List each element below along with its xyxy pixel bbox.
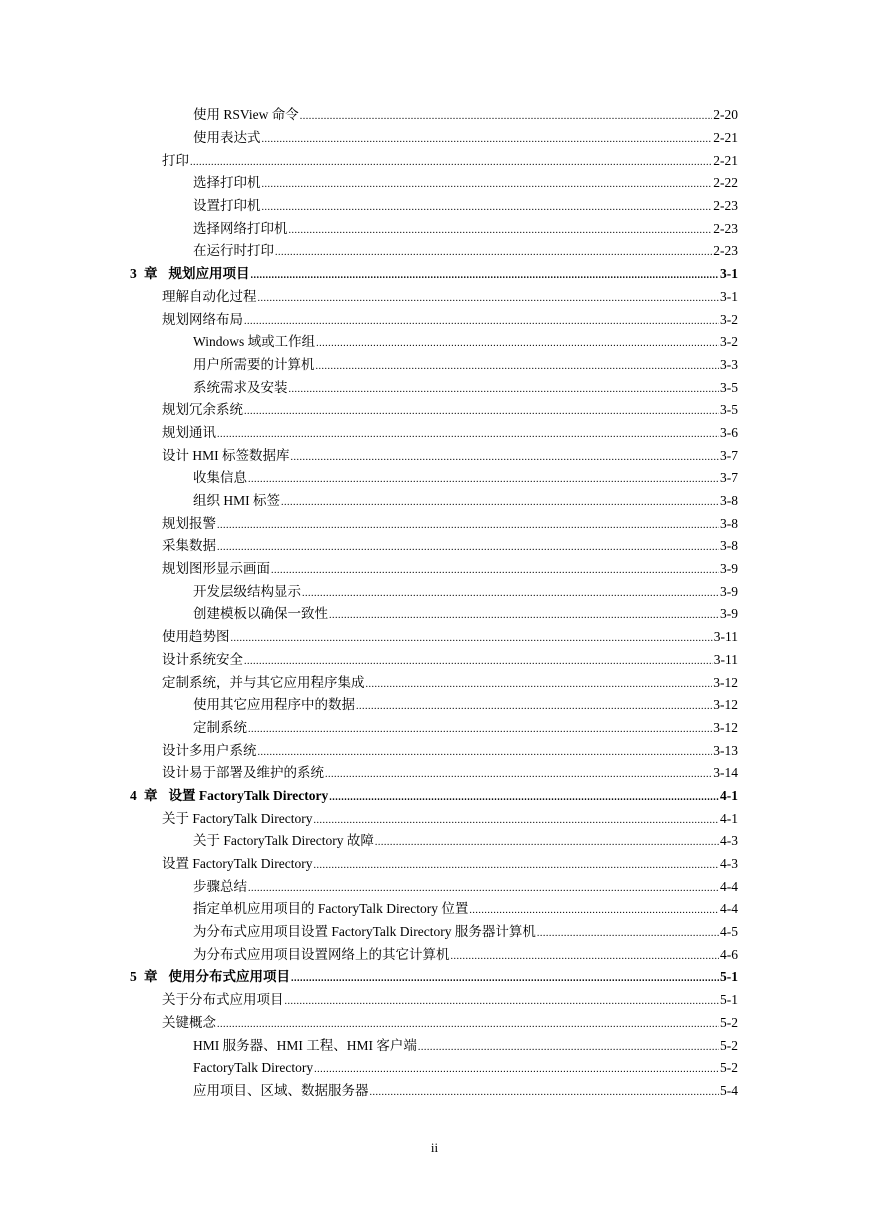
toc-entry-title: 设计多用户系统 <box>162 742 257 758</box>
toc-entry[interactable] <box>0 444 869 467</box>
dot-leader <box>289 223 713 239</box>
toc-entry-page: 2-21 <box>713 152 738 168</box>
dot-leader <box>325 767 712 783</box>
dot-leader <box>451 949 720 965</box>
toc-entry-page: 3-5 <box>720 402 738 418</box>
toc-entry-title: 采集数据 <box>162 538 216 554</box>
toc-entry-title <box>130 969 290 985</box>
toc-entry[interactable] <box>0 1057 869 1080</box>
toc-entry[interactable] <box>0 694 869 717</box>
toc-entry-title: 定制系统，并与其它应用程序集成 <box>162 674 365 690</box>
toc-entry-title: 规划图形显示画面 <box>162 561 270 577</box>
toc-entry[interactable] <box>0 467 869 490</box>
dot-leader <box>258 745 713 761</box>
toc-entry[interactable] <box>0 399 869 422</box>
toc-entry-page: 4-3 <box>720 833 738 849</box>
toc-entry-page: 5-2 <box>720 1014 738 1030</box>
toc-entry-page: 3-12 <box>713 674 738 690</box>
toc-entry[interactable] <box>0 671 869 694</box>
toc-entry-title: 设计系统安全 <box>162 651 243 667</box>
toc-entry-title: 打印 <box>162 152 189 168</box>
toc-entry-page: 3-2 <box>720 311 738 327</box>
toc-entry-page: 3-5 <box>720 379 738 395</box>
toc-entry[interactable] <box>0 626 869 649</box>
toc-entry-page: 3-14 <box>713 765 738 781</box>
toc-entry-title <box>130 788 328 804</box>
toc-entry-page: 4-4 <box>720 901 738 917</box>
dot-leader <box>329 608 719 624</box>
toc-entry-page: 3-12 <box>713 719 738 735</box>
toc-entry[interactable] <box>0 308 869 331</box>
dot-leader <box>329 790 719 806</box>
toc-entry-title: 系统需求及安装 <box>193 379 288 395</box>
dot-leader <box>262 200 713 216</box>
toc-entry[interactable] <box>0 875 869 898</box>
toc-entry-title: 定制系统 <box>193 719 247 735</box>
dot-leader <box>244 314 719 330</box>
chapter-number: 5 <box>130 969 137 985</box>
dot-leader <box>291 450 720 466</box>
dot-leader <box>217 540 719 556</box>
toc-entry[interactable] <box>0 535 869 558</box>
dot-leader <box>289 382 720 398</box>
toc-entry[interactable] <box>0 217 869 240</box>
toc-entry-title: 应用项目、区域、数据服务器 <box>193 1082 369 1098</box>
toc-entry[interactable] <box>0 1080 869 1103</box>
dot-leader <box>251 268 720 284</box>
toc-entry[interactable] <box>0 354 869 377</box>
toc-entry[interactable] <box>0 603 869 626</box>
toc-entry[interactable] <box>0 807 869 830</box>
dot-leader <box>248 881 719 897</box>
dot-leader <box>300 109 713 125</box>
chapter-number: 4 <box>130 787 137 803</box>
toc-entry[interactable] <box>0 898 869 921</box>
toc-entry-title: 使用其它应用程序中的数据 <box>193 697 355 713</box>
chapter-title: 使用分布式应用项目 <box>168 969 290 985</box>
dot-leader <box>314 1062 719 1078</box>
toc-entry-title: 规划报警 <box>162 515 216 531</box>
toc-entry-page: 3-11 <box>713 651 738 667</box>
toc-entry-title: 为分布式应用项目设置 FactoryTalk Directory 服务器计算机 <box>193 924 536 940</box>
toc-entry-page: 3-11 <box>713 629 738 645</box>
dot-leader <box>217 427 719 443</box>
toc-entry-title: 指定单机应用项目的 FactoryTalk Directory 位置 <box>193 901 469 917</box>
toc-entry-page: 3-9 <box>720 561 738 577</box>
toc-entry-title: 规划网络布局 <box>162 311 243 327</box>
toc-entry[interactable] <box>0 921 869 944</box>
dot-leader <box>275 245 712 261</box>
dot-leader <box>469 903 719 919</box>
toc-entry-title: Windows 域或工作组 <box>193 334 316 350</box>
toc-entry-title: 关于分布式应用项目 <box>162 992 284 1008</box>
dot-leader <box>316 359 720 375</box>
toc-entry-title: 关于 FactoryTalk Directory 故障 <box>193 833 374 849</box>
toc-entry[interactable] <box>0 717 869 740</box>
toc-entry[interactable] <box>0 1034 869 1057</box>
toc-entry-page: 2-20 <box>713 107 738 123</box>
page-number-footer: ii <box>430 1140 439 1155</box>
toc-chapter-entry[interactable] <box>0 263 869 286</box>
toc-entry-page: 4-4 <box>720 878 738 894</box>
dot-leader <box>291 971 719 987</box>
toc-entry-page: 3-9 <box>720 583 738 599</box>
dot-leader <box>537 926 719 942</box>
chapter-word: 章 <box>144 969 158 985</box>
toc-entry-page: 2-23 <box>713 198 738 214</box>
toc-entry-page: 5-1 <box>720 969 738 985</box>
dot-leader <box>281 495 719 511</box>
toc-entry-title: 规划通讯 <box>162 424 216 440</box>
toc-entry[interactable] <box>0 830 869 853</box>
toc-entry-page: 3-12 <box>713 697 738 713</box>
dot-leader <box>314 858 719 874</box>
toc-entry-page: 2-21 <box>713 130 738 146</box>
toc-entry-page: 2-23 <box>713 243 738 259</box>
toc-entry-page: 3-2 <box>720 334 738 350</box>
toc-entry-title: 开发层级结构显示 <box>193 583 301 599</box>
toc-entry-title: 设计 HMI 标签数据库 <box>162 447 290 463</box>
toc-entry-title: 理解自动化过程 <box>162 288 257 304</box>
dot-leader <box>356 699 712 715</box>
toc-entry-page: 3-9 <box>720 606 738 622</box>
dot-leader <box>418 1040 719 1056</box>
toc-entry-page: 3-13 <box>713 742 738 758</box>
toc-entry-page: 2-23 <box>713 220 738 236</box>
toc-entry-page: 4-1 <box>720 787 738 803</box>
toc-entry[interactable] <box>0 649 869 672</box>
toc-entry-page: 2-22 <box>713 175 738 191</box>
toc-entry-title: 设置打印机 <box>193 198 261 214</box>
toc-entry-page: 5-2 <box>720 1037 738 1053</box>
dot-leader <box>258 291 720 307</box>
toc-entry-page: 3-7 <box>720 470 738 486</box>
toc-entry-title: 选择网络打印机 <box>193 220 288 236</box>
dot-leader <box>244 404 719 420</box>
toc-entry[interactable] <box>0 149 869 172</box>
dot-leader <box>262 177 713 193</box>
toc-entry-page: 3-7 <box>720 447 738 463</box>
toc-entry-page: 5-4 <box>720 1082 738 1098</box>
toc-entry-title: 关于 FactoryTalk Directory <box>162 810 313 826</box>
dot-leader <box>248 472 719 488</box>
toc-entry[interactable] <box>0 422 869 445</box>
toc-entry-page: 4-1 <box>720 810 738 826</box>
dot-leader <box>285 994 720 1010</box>
chapter-word: 章 <box>144 787 158 803</box>
table-of-contents <box>0 104 869 1102</box>
dot-leader <box>248 722 712 738</box>
dot-leader <box>370 1085 720 1101</box>
chapter-title: 设置 FactoryTalk Directory <box>168 787 329 803</box>
chapter-word: 章 <box>144 266 158 282</box>
toc-entry-title: 创建模板以确保一致性 <box>193 606 328 622</box>
toc-entry[interactable] <box>0 331 869 354</box>
toc-entry[interactable] <box>0 512 869 535</box>
toc-entry-page: 3-8 <box>720 515 738 531</box>
toc-chapter-entry[interactable] <box>0 966 869 989</box>
toc-entry[interactable] <box>0 104 869 127</box>
chapter-number: 3 <box>130 266 137 282</box>
dot-leader <box>244 654 713 670</box>
dot-leader <box>316 336 719 352</box>
toc-entry[interactable] <box>0 195 869 218</box>
toc-entry-title: 关键概念 <box>162 1014 216 1030</box>
dot-leader <box>262 132 713 148</box>
toc-entry-title: 选择打印机 <box>193 175 261 191</box>
toc-entry-title: 使用趋势图 <box>162 629 230 645</box>
toc-entry-page: 4-5 <box>720 924 738 940</box>
toc-entry-page: 3-1 <box>720 266 738 282</box>
toc-entry-title: 在运行时打印 <box>193 243 274 259</box>
toc-entry-title: 设计易于部署及维护的系统 <box>162 765 324 781</box>
toc-entry[interactable] <box>0 853 869 876</box>
toc-entry[interactable] <box>0 240 869 263</box>
toc-entry[interactable] <box>0 580 869 603</box>
dot-leader <box>366 677 713 693</box>
toc-entry[interactable] <box>0 739 869 762</box>
toc-entry[interactable] <box>0 490 869 513</box>
toc-entry-title: 为分布式应用项目设置网络上的其它计算机 <box>193 946 450 962</box>
chapter-title: 规划应用项目 <box>168 266 250 282</box>
toc-entry[interactable] <box>0 127 869 150</box>
toc-entry-page: 5-2 <box>720 1060 738 1076</box>
toc-entry[interactable] <box>0 172 869 195</box>
toc-entry-title: 设置 FactoryTalk Directory <box>162 856 313 872</box>
toc-entry-title: 收集信息 <box>193 470 247 486</box>
toc-entry-page: 3-6 <box>720 424 738 440</box>
toc-entry-page: 3-8 <box>720 538 738 554</box>
dot-leader <box>314 813 719 829</box>
dot-leader <box>190 155 712 171</box>
dot-leader <box>217 1017 719 1033</box>
toc-entry[interactable] <box>0 1012 869 1035</box>
toc-entry-page: 4-3 <box>720 856 738 872</box>
dot-leader <box>302 586 719 602</box>
toc-entry[interactable] <box>0 558 869 581</box>
toc-entry[interactable] <box>0 376 869 399</box>
toc-entry-title: 规划冗余系统 <box>162 402 243 418</box>
toc-entry-title: HMI 服务器、HMI 工程、HMI 客户端 <box>193 1037 417 1053</box>
toc-chapter-entry[interactable] <box>0 785 869 808</box>
toc-entry-title: FactoryTalk Directory <box>193 1060 314 1076</box>
toc-entry[interactable] <box>0 762 869 785</box>
toc-entry[interactable] <box>0 286 869 309</box>
toc-entry-page: 3-8 <box>720 493 738 509</box>
dot-leader <box>375 835 719 851</box>
toc-entry[interactable] <box>0 943 869 966</box>
toc-entry-title: 组织 HMI 标签 <box>193 493 280 509</box>
toc-entry-title: 用户所需要的计算机 <box>193 356 315 372</box>
toc-entry-page: 3-1 <box>720 288 738 304</box>
toc-entry-page: 4-6 <box>720 946 738 962</box>
dot-leader <box>217 518 719 534</box>
toc-entry-title: 使用 RSView 命令 <box>193 107 299 123</box>
toc-entry-title <box>130 266 250 282</box>
toc-entry-title: 步骤总结 <box>193 878 247 894</box>
toc-entry-title: 使用表达式 <box>193 130 261 146</box>
toc-entry[interactable] <box>0 989 869 1012</box>
dot-leader <box>271 563 719 579</box>
toc-entry-page: 3-3 <box>720 356 738 372</box>
dot-leader <box>231 631 713 647</box>
toc-entry-page: 5-1 <box>720 992 738 1008</box>
